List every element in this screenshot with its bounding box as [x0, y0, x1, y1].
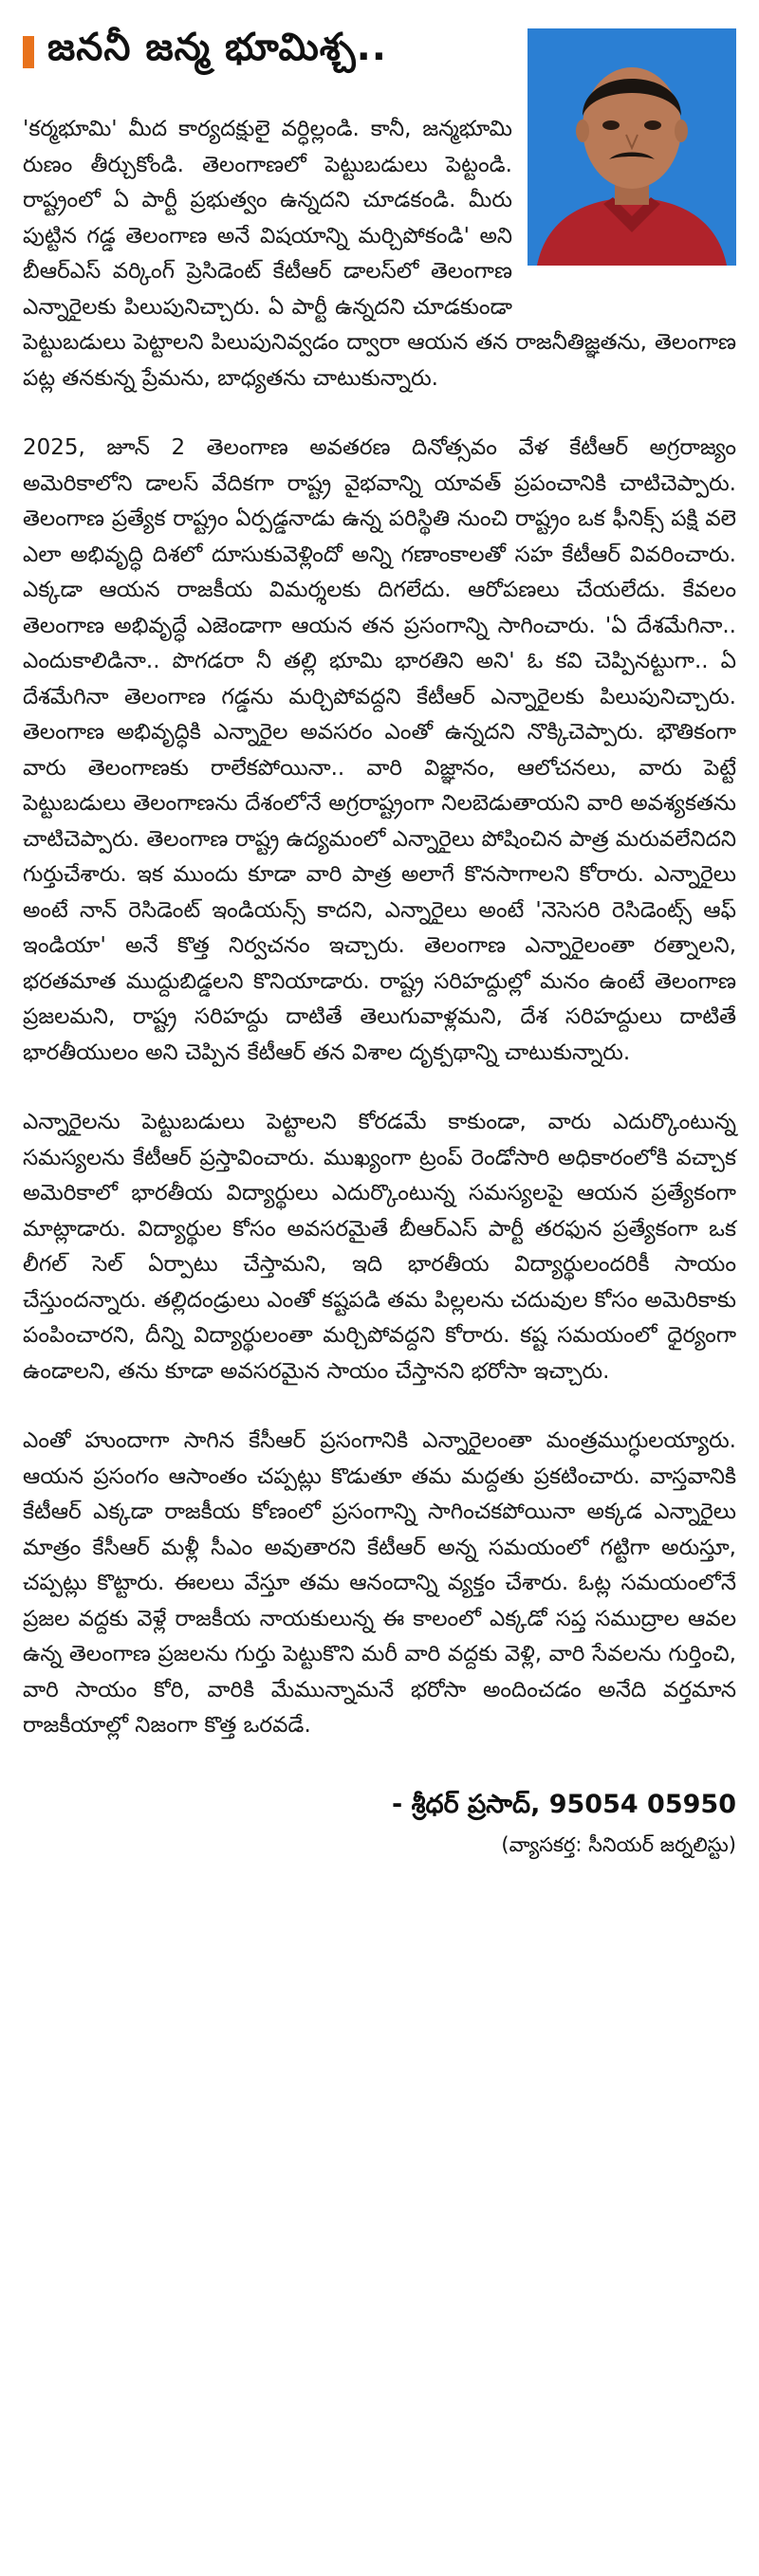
portrait-illustration	[528, 28, 736, 266]
author-portrait	[528, 28, 736, 266]
paragraph-conclusion: ఎంతో హుందాగా సాగిన కేసీఆర్ ప్రసంగానికి ఎన్నారైలంతా మంత్రముగ్ధులయ్యారు. ఆయన ప్రసంగం ఆసాంతం చప్పట్లు కొడుతూ తమ మద్దతు ప్రకటించారు. వాస్తవానికి కేటీఆర్ ఎక్కడా రాజకీయ కోణంలో ప్రసంగాన్ని సాగించకపోయినా అక్కడ ఎన్నారైలు మాత్రం కేసీఆర్ మళ్లీ సీఎం అవుతారని కేటీఆర్ అన్న సమయంలో గట్టిగా అరుస్తూ, చప్పట్లు కొట్టారు. ఈలలు వేస్తూ తమ ఆనందాన్ని వ్యక్తం చేశారు. ఓట్ల సమయంలోనే ప్రజల వద్దకు వెళ్లే రాజకీయ నాయకులున్న ఈ కాలంలో ఎక్కడో సప్త సముద్రాల ఆవల ఉన్న తెలంగాణ ప్రజలను గుర్తు పెట్టుకొని మరీ వారి వద్దకు వెళ్లి, వారి సేవలను గుర్తించి, వారి సాయం కోరి, వారికి మేమున్నామనే భరోసా అందించడం అనేది వర్తమాన రాజకీయాల్లో నిజంగా కొత్త ఒరవడే.	[23, 1428, 736, 1738]
author-role: (వ్యాసకర్త: సీనియర్ జర్నలిస్టు)	[501, 1832, 736, 1856]
article-title: జననీ జన్మ భూమిశ్చ..	[47, 26, 388, 69]
paragraph-intro-text: 'కర్మభూమి' మీద కార్యదక్షులై వర్ధిల్లండి. కానీ, జన్మభూమి రుణం తీర్చుకోండి. తెలంగాణలో పెట్టుబడులు పెట్టండి. రాష్ట్రంలో ఏ పార్టీ ప్రభుత్వం ఉన్నదని చూడకండి. మీరు పుట్టిన గడ్డ తెలంగాణ అనే విషయాన్ని మర్చిపోకండి' అని బీఆర్ఎస్ వర్కింగ్ ప్రెసిడెంట్ కేటీఆర్ డాలస్‌లో తెలంగాణ ఎన్నారైలకు పిలుపునిచ్చారు. ఏ పార్టీ ఉన్నదని చూడకుండా పెట్టుబడులు పెట్టాలని పిలుపునివ్వడం ద్వారా ఆయన తన రాజనీతిజ్ఞతను, తెలంగాణ పట్ల తనకున్న ప్రేమను, బాధ్యతను చాటుకున్నారు.	[23, 117, 736, 391]
paragraph-students: ఎన్నారైలను పెట్టుబడులు పెట్టాలని కోరడమే కాకుండా, వారు ఎదుర్కొంటున్న సమస్యలను కేటీఆర్ ప్రస్తావించారు. ముఖ్యంగా ట్రంప్ రెండోసారి అధికారంలోకి వచ్చాక అమెరికాలో భారతీయ విద్యార్థులు ఎదుర్కొంటున్న సమస్యలపై ఆయన ప్రత్యేకంగా మాట్లాడారు. విద్యార్థుల కోసం అవసరమైతే బీఆర్ఎస్ పార్టీ తరఫున ప్రత్యేకంగా ఒక లీగల్ సెల్ ఏర్పాటు చేస్తామని, ఇది భారతీయ విద్యార్థులందరికీ సాయం చేస్తుందన్నారు. తల్లిదండ్రులు ఎంతో కష్టపడి తమ పిల్లలను చదువుల కోసం అమెరికాకు పంపించారని, దీన్ని విద్యార్థులంతా మర్చిపోవద్దని కోరారు. కష్ట సమయంలో ధైర్యంగా ఉండాలని, తను కూడా అవసరమైన సాయం చేస్తానని భరోసా ఇచ్చారు.	[23, 1110, 736, 1384]
section-marker	[23, 36, 34, 68]
author-byline: - శ్రీధర్ ప్రసాద్, 95054 05950	[392, 1789, 736, 1819]
paragraph-dallas-speech: 2025, జూన్ 2 తెలంగాణ అవతరణ దినోత్సవం వేళ కేటీఆర్ అగ్రరాజ్యం అమెరికాలోని డాలస్ వేదికగా రాష్ట్ర వైభవాన్ని యావత్ ప్రపంచానికి చాటిచెప్పారు. తెలంగాణ ప్రత్యేక రాష్ట్రం ఏర్పడ్డనాడు ఉన్న పరిస్థితి నుంచి రాష్ట్రం ఒక ఫీనిక్స్ పక్షి వలె ఎలా అభివృద్ధి దిశలో దూసుకువెళ్లిందో అన్ని గణాంకాలతో సహ కేటీఆర్ వివరించారు. ఎక్కడా ఆయన రాజకీయ విమర్శలకు దిగలేదు. ఆరోపణలు చేయలేదు. కేవలం తెలంగాణ అభివృద్ధే ఎజెండాగా ఆయన తన ప్రసంగాన్ని సాగించారు. 'ఏ దేశమేగినా.. ఎందుకాలిడినా.. పొగడరా నీ తల్లి భూమి భారతిని అని' ఓ కవి చెప్పినట్టుగా.. ఏ దేశమేగినా తెలంగాణ గడ్డను మర్చిపోవద్దని కేటీఆర్ ఎన్నారైలకు పిలుపునిచ్చారు. తెలంగాణ అభివృద్ధికి ఎన్నారైల అవసరం ఎంతో ఉన్నదని నొక్కిచెప్పారు. భౌతికంగా వారు తెలంగాణకు రాలేకపోయినా.. వారి విజ్ఞానం, ఆలోచనలు, వారు పెట్టే పెట్టుబడులు తెలంగాణను దేశంలోనే అగ్రరాష్ట్రంగా నిలబెడుతాయని వారి అవశ్యకతను చాటిచెప్పారు. తెలంగాణ రాష్ట్ర ఉద్యమంలో ఎన్నారైలు పోషించిన పాత్ర మరువలేనిదని గుర్తుచేశారు. ఇక ముందు కూడా వారి పాత్ర అలాగే కొనసాగాలని కోరారు. ఎన్నారైలు అంటే నాన్ రెసిడెంట్ ఇండియన్స్ కాదని, ఎన్నారైలు అంటే 'నెసెసరి రెసిడెంట్స్ ఆఫ్ ఇండియా' అనే కొత్త నిర్వచనం ఇచ్చారు. తెలంగాణ ఎన్నారైలంతా రత్నాలని, భరతమాత ముద్దుబిడ్డలని కొనియాడారు. రాష్ట్ర సరిహద్దుల్లో మనం ఉంటే తెలంగాణ ప్రజలమని, రాష్ట్ర సరిహద్దు దాటితే తెలుగువాళ్లమని, దేశ సరిహద్దులు దాటితే భారతీయులం అని చెప్పిన కేటీఆర్ తన విశాల దృక్పథాన్ని చాటుకున్నారు.	[23, 435, 736, 1065]
